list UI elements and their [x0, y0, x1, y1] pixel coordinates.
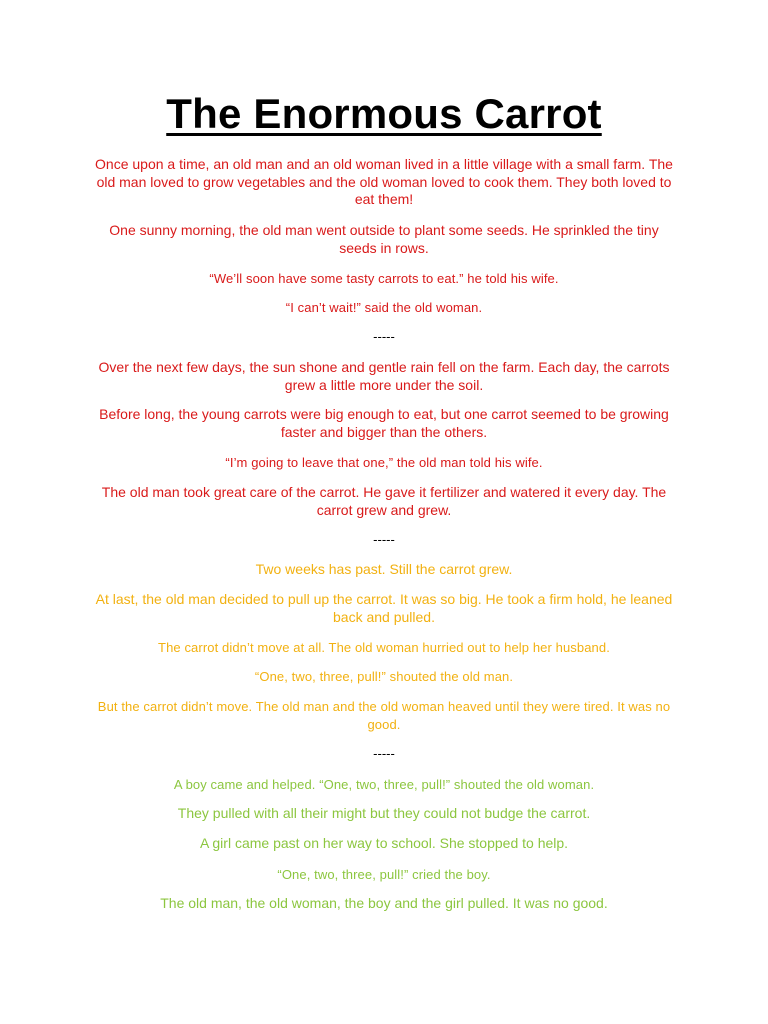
paragraph-9: Two weeks has past. Still the carrot grew.: [255, 561, 513, 577]
paragraph-11: The carrot didn’t move at all. The old woman hurried out to help her husband.: [158, 640, 610, 655]
paragraph-14: A boy came and helped. “One, two, three, pull!” shouted the old woman.: [173, 777, 595, 792]
paragraph-5: Over the next few days, the sun shone and gentle rain fell on the farm. Each day, the carrots grew a little more under the soil.: [98, 359, 670, 393]
section-separator-3: -----: [373, 746, 395, 761]
section-separator-2: -----: [373, 532, 395, 547]
paragraph-6: Before long, the young carrots were big enough to eat, but one carrot seemed to be growing faster and bigger than the others.: [99, 406, 669, 440]
document-title: The Enormous Carrot: [166, 90, 602, 137]
paragraph-13: But the carrot didn’t move. The old man and the old woman heaved until they were tired. It was no good.: [97, 699, 671, 732]
paragraph-3: “We’ll soon have some tasty carrots to eat.” he told his wife.: [209, 271, 559, 286]
paragraph-2: One sunny morning, the old man went outside to plant some seeds. He sprinkled the tiny seeds in rows.: [109, 222, 659, 256]
paragraph-12: “One, two, three, pull!” shouted the old man.: [254, 669, 514, 684]
paragraph-17: “One, two, three, pull!” cried the boy.: [277, 867, 491, 882]
section-separator-1: -----: [373, 329, 395, 344]
paragraph-1: Once upon a time, an old man and an old woman lived in a little village with a small farm. The old man loved to grow vegetables and the old woman loved to cook them. They both loved to eat them!: [95, 156, 673, 207]
paragraph-7: “I’m going to leave that one,” the old man told his wife.: [225, 455, 543, 470]
paragraph-8: The old man took great care of the carrot. He gave it fertilizer and watered it every day. The carrot grew and grew.: [101, 484, 667, 518]
paragraph-18: The old man, the old woman, the boy and the girl pulled. It was no good.: [160, 895, 608, 911]
paragraph-16: A girl came past on her way to school. She stopped to help.: [199, 835, 569, 851]
paragraph-10: At last, the old man decided to pull up the carrot. It was so big. He took a firm hold, he leaned back and pulled.: [95, 591, 673, 625]
paragraph-15: They pulled with all their might but they could not budge the carrot.: [177, 805, 591, 821]
paragraph-4: “I can’t wait!” said the old woman.: [285, 300, 483, 315]
